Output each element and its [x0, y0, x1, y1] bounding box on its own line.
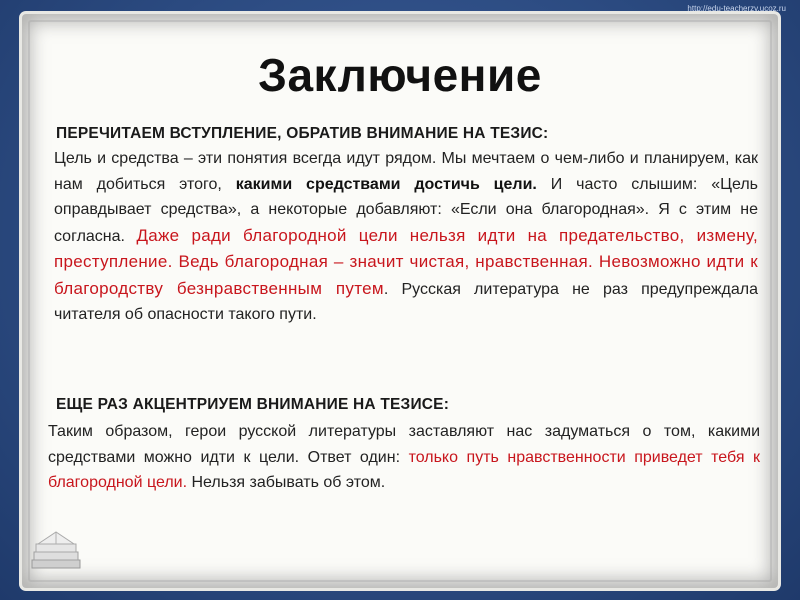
paragraph-2 — [48, 419, 760, 496]
paragraph-2-red-text: только путь нравственности приведет тебя к благородной цели. — [48, 448, 761, 491]
paragraph-1 — [54, 146, 758, 328]
paragraph-2-text-b: Нельзя забывать об этом. — [191, 474, 386, 491]
paragraph-1-red-text: Даже ради благородной цели нельзя идти на предательство, измену, преступление. Ведь благородная – значит чистая, нравственная. Невозможно идти к благородству безнравственным путем — [54, 225, 759, 298]
paragraph-1-text-a: Цель и средства – эти понятия всегда идут рядом. Мы мечтаем о чем-либо и планируем, как нам добиться этого, — [54, 150, 758, 193]
section-heading-1: ПЕРЕЧИТАЕМ ВСТУПЛЕНИЕ, ОБРАТИВ ВНИМАНИЕ НА ТЕЗИС: — [56, 125, 549, 142]
page-title: Заключение — [258, 49, 542, 101]
paragraph-1-text-b: И часто слышим: «Цель оправдывает средства», а некоторые добавляют: «Если она благородная». Я с этим не согласна. — [54, 175, 759, 245]
section-heading-2: ЕЩЕ РАЗ АКЦЕНТРИУЕМ ВНИМАНИЕ НА ТЕЗИСЕ: — [56, 396, 450, 413]
watermark-url: http://edu-teacherzv.ucoz.ru — [687, 4, 786, 13]
books-icon — [28, 522, 84, 574]
paragraph-1-bold-text: какими средствами достичь цели. — [235, 175, 537, 193]
paragraph-2-text-a: Таким образом, герои русской литературы заставляют нас задуматься о том, какими средствами можно идти к цели. Ответ один: — [48, 423, 760, 466]
paragraph-1-text-c: . Русская литература не раз предупреждала читателя об опасности такого пути. — [54, 280, 758, 323]
